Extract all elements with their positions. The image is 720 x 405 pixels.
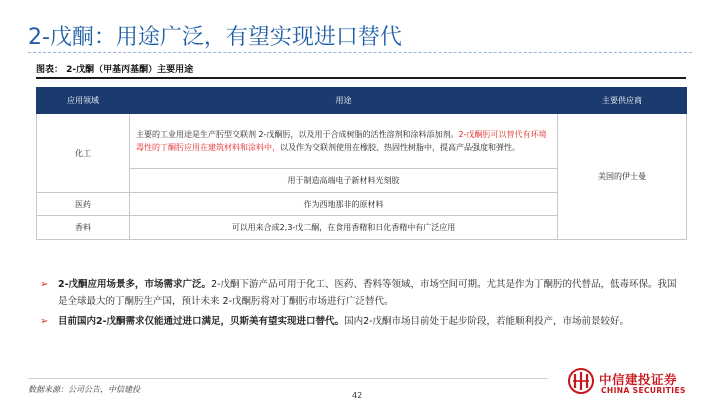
title-divider xyxy=(28,52,692,53)
bullet-item xyxy=(40,313,680,330)
summary-bullets xyxy=(40,276,680,333)
bullet-text: 2-戊酮下游产品可用于化工、医药、香料等领域，市场空间可期。尤其是作为丁酮肟的代替品，低毒环保。我国是全球最大的丁酮肟生产国，预计未来 2-戊酮肟将对丁酮肟市场进行广泛替代。 xyxy=(58,279,677,307)
page-number: 42 xyxy=(352,391,363,400)
use-cell-chem xyxy=(130,114,558,169)
use-cell-pharma: 作为西地那非的原材料 xyxy=(130,193,558,216)
bullet-heading: 目前国内2-戊酮需求仅能通过进口满足，贝斯美有望实现进口替代。 xyxy=(58,316,345,327)
arrow-icon: ➢ xyxy=(40,316,49,327)
field-cell-flavor: 香料 xyxy=(37,216,130,240)
logo-emblem-icon xyxy=(568,368,594,394)
logo-name-cn: 中信建投证券 xyxy=(599,372,678,387)
field-cell-chem: 化工 xyxy=(37,114,130,193)
header-supplier: 主要供应商 xyxy=(558,88,687,114)
caption-divider xyxy=(36,77,686,79)
page-title: 2-戊酮：用途广泛，有望实现进口替代 xyxy=(28,25,402,50)
footer-divider xyxy=(28,378,548,379)
bullet-item xyxy=(40,276,680,310)
bullet-text: 国内2-戊酮市场目前处于起步阶段，若能顺利投产，市场前景较好。 xyxy=(344,316,630,327)
arrow-icon: ➢ xyxy=(40,279,49,290)
field-cell-pharma: 医药 xyxy=(37,193,130,216)
table-caption: 图表： 2-戊酮（甲基丙基酮）主要用途 xyxy=(36,65,194,75)
use-chem-highlight: 2-戊酮肟可以替代有环境毒性的丁酮肟应用在建筑材料和涂料中， xyxy=(136,130,547,152)
header-use: 用途 xyxy=(130,88,558,114)
company-logo xyxy=(568,366,698,398)
source-note: 数据来源：公司公告，中信建投 xyxy=(28,385,140,394)
table-row xyxy=(37,114,687,169)
uses-table xyxy=(36,87,687,240)
supplier-cell: 美国的伊士曼 xyxy=(558,114,687,240)
use-chem-line2: 以及作为交联剂使用在橡胶、热固性树脂中，提高产品强度和弹性。 xyxy=(280,143,520,152)
bullet-heading: 2-戊酮应用场景多，市场需求广泛。 xyxy=(58,279,212,290)
logo-name-en: CHINA SECURITIES xyxy=(601,386,686,395)
use-cell-photoresist: 用于制造高端电子新材料光刻胶 xyxy=(130,169,558,193)
use-chem-line1: 主要的工业用途是生产肟型交联剂 2-戊酮肟，以及用于合成树脂的活性溶剂和涂料添加剂。 xyxy=(136,130,459,139)
use-cell-flavor: 可以用来合成2,3-戊二酮，在食用香精和日化香精中有广泛应用 xyxy=(130,216,558,240)
header-field: 应用领域 xyxy=(37,88,130,114)
table-header-row xyxy=(37,88,687,114)
